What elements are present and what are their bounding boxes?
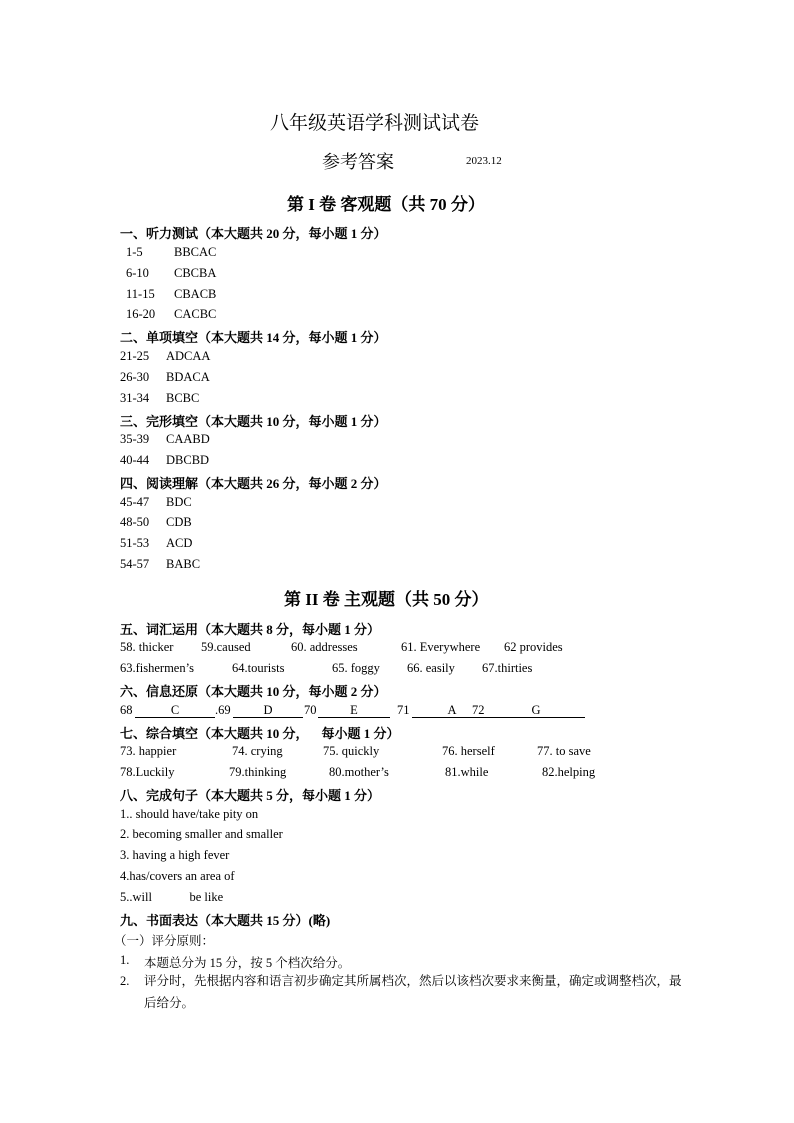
page-subtitle: 参考答案 — [322, 152, 394, 172]
rule-text: 评分时，先根据内容和语言初步确定其所属档次，然后以该档次要求来衡量，确定或调整档次，最后给分。 — [144, 974, 682, 1010]
page-title: 八年级英语学科测试试卷 — [270, 113, 480, 134]
part2-title: 第 II 卷 主观题（共 50 分） — [284, 590, 489, 609]
exam-date: 2023.12 — [466, 155, 502, 167]
rule-text: 本题总分为 15 分，按 5 个档次给分。 — [144, 956, 351, 970]
list-item: 5..will be like — [120, 890, 224, 904]
section-sentences-heading: 八、完成句子（本大题共 5 分，每小题 1 分） — [120, 788, 381, 803]
part1-title: 第 I 卷 客观题（共 70 分） — [287, 195, 485, 214]
section-listening-heading: 一、听力测试（本大题共 20 分，每小题 1 分） — [120, 226, 387, 241]
section-comprehensive-heading: 七、综合填空（本大题共 10 分， 每小题 1 分） — [120, 726, 400, 741]
answer-sheet-page: 八年级英语学科测试试卷 参考答案 2023.12 第 I 卷 客观题（共 70 分） 一、听力测试（本大题共 20 分，每小题 1 分） 1-5 BBCAC 6-10 CBCBA 11-15 CBACB 16-20 CACBC 二、单项填空（本大题共 14 分，每小题 1 分） 21-25 ADCAA 26-30 BDACA 31-34 BCBC 三、完形填空（本大题共 10 分，每小题 1 分） 35-39 CAABD 40-44 DBCBD 四、阅读理解（本大题共 26 分，每小题 2 分） 45-47 BDC 48-50 CDB 51-53 ACD 54-57 BABC 第 II 卷 主观题（共 50 分） 五、词汇运用（本大题共 8 分，每小题 1 分） 58. thicker 59.caused 60. addresses 61. Everywhere 62 provides 63.fishermen’s 64.tourists 65. foggy 66. easily 67.thirties 六、信息还原（本大题共 10 分，每小题 2 分） 68 C .69 D 70 E 71 A 72 G 七、综合填空（本大题共 10 分， 每小题 1 分） 73. happier 74. crying 75. quickly 76. herself 77. to save 78.Luckily 79.thinking 80.mother’s 81.while 82.helping 八、完成句子（本大题共 5 分，每小题 1 分） 1.. should have/take pity on 2. becoming smaller and smaller 3. having a high fever 4.has/covers an area of 5..will be like 九、书面表达（本大题共 15 分）(略) （一）评分原则： 1. 本题总分为 15 分，按 5 个档次给分。 2. 评分时，先根据内容和语言初步确定其所属档次，然后以该档次要求来衡量，确定或调整档次，最后给分。 — [0, 0, 794, 1123]
section-writing-heading: 九、书面表达（本大题共 15 分）(略) — [120, 913, 331, 928]
section-cloze-heading: 三、完形填空（本大题共 10 分，每小题 1 分） — [120, 414, 387, 429]
rule-number: 1. — [120, 953, 130, 967]
rule-number: 2. — [120, 974, 130, 988]
section-info-heading: 六、信息还原（本大题共 10 分，每小题 2 分） — [120, 684, 387, 699]
section-vocab-heading: 五、词汇运用（本大题共 8 分，每小题 1 分） — [120, 622, 381, 637]
list-item: 1.. should have/take pity on — [120, 807, 259, 821]
info-answers-row: 68 C .69 D 70 E 71 A 72 G — [120, 703, 590, 721]
list-item: 2. becoming smaller and smaller — [120, 827, 283, 841]
list-item: 3. having a high fever — [120, 848, 230, 862]
section-reading-heading: 四、阅读理解（本大题共 26 分，每小题 2 分） — [120, 476, 387, 491]
list-item: 4.has/covers an area of — [120, 869, 235, 883]
writing-subheading: （一）评分原则： — [114, 934, 215, 948]
section-single-choice-heading: 二、单项填空（本大题共 14 分，每小题 1 分） — [120, 330, 387, 345]
